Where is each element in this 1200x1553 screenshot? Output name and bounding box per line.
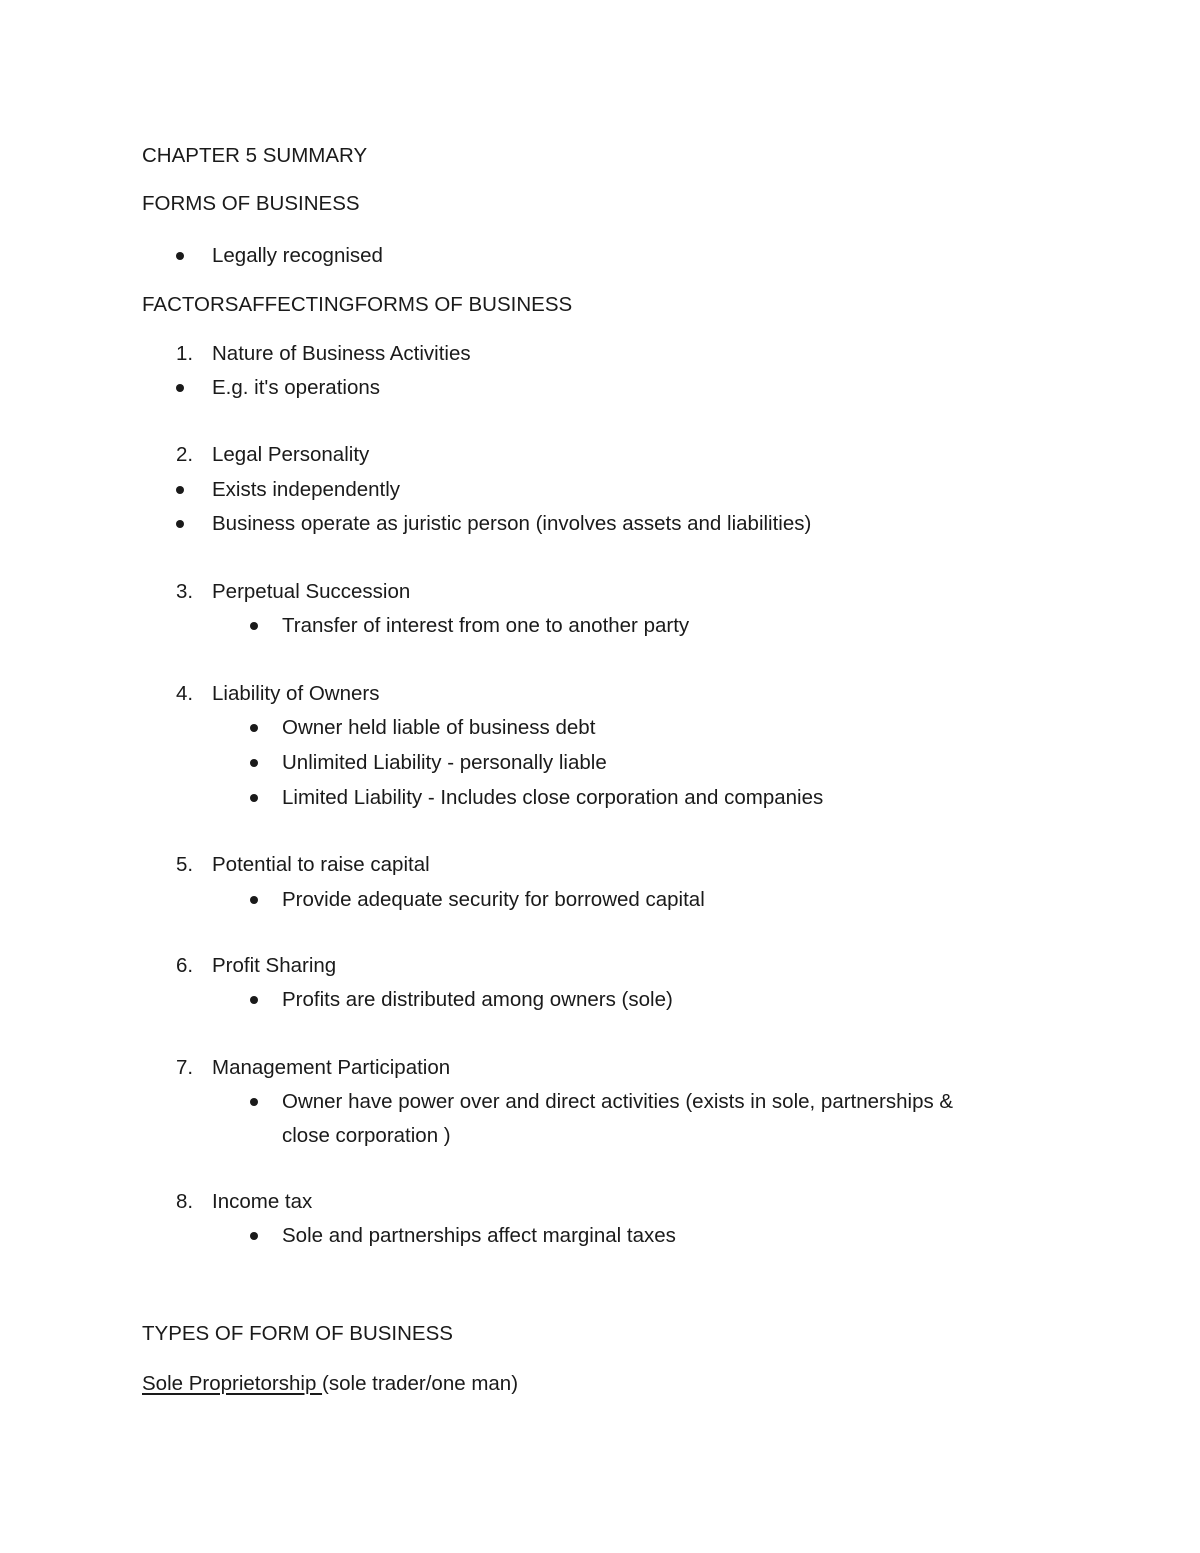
bullet-icon (250, 622, 258, 630)
list-item: E.g. it's operations (212, 376, 381, 399)
sole-proprietorship-term: Sole Proprietorship (142, 1372, 323, 1395)
section-heading-types: TYPES OF FORM OF BUSINESS (142, 1322, 453, 1345)
bullet-icon (176, 252, 184, 260)
factor-number: 8. (176, 1190, 194, 1213)
sole-proprietorship-note: (sole trader/one man) (322, 1372, 519, 1395)
factor-label: Liability of Owners (212, 682, 380, 705)
bullet-icon (176, 520, 184, 528)
factor-number: 7. (176, 1056, 194, 1079)
list-item: Provide adequate security for borrowed capital (282, 888, 705, 911)
list-item: Transfer of interest from one to another party (282, 614, 690, 637)
list-item: Owner held liable of business debt (282, 716, 596, 739)
factor-label: Nature of Business Activities (212, 342, 471, 365)
factor-label: Potential to raise capital (212, 853, 430, 876)
bullet-icon (250, 1232, 258, 1240)
bullet-icon (250, 896, 258, 904)
factor-label: Income tax (212, 1190, 313, 1213)
list-item: Unlimited Liability - personally liable (282, 751, 607, 774)
list-item: Limited Liability - Includes close corporation and companies (282, 786, 824, 809)
list-item: Owner have power over and direct activities (exists in sole, partnerships & (282, 1090, 954, 1113)
list-item: Legally recognised (212, 244, 383, 267)
bullet-icon (176, 384, 184, 392)
list-item: Profits are distributed among owners (sole) (282, 988, 673, 1011)
bullet-icon (250, 724, 258, 732)
bullet-icon (250, 1098, 258, 1106)
factor-number: 1. (176, 342, 194, 365)
list-item: Sole and partnerships affect marginal taxes (282, 1224, 676, 1247)
factor-label: Legal Personality (212, 443, 370, 466)
chapter-title: CHAPTER 5 SUMMARY (142, 144, 368, 167)
factor-label: Management Participation (212, 1056, 451, 1079)
bullet-icon (250, 759, 258, 767)
section-heading-forms: FORMS OF BUSINESS (142, 192, 360, 215)
list-item-continuation: close corporation ) (282, 1124, 451, 1147)
bullet-icon (250, 996, 258, 1004)
bullet-icon (176, 486, 184, 494)
factor-number: 5. (176, 853, 194, 876)
sole-proprietorship-line (142, 1371, 518, 1397)
list-item: Exists independently (212, 478, 401, 501)
factor-number: 2. (176, 443, 194, 466)
bullet-icon (250, 794, 258, 802)
factor-label: Profit Sharing (212, 954, 337, 977)
section-heading-factors: FACTORSAFFECTINGFORMS OF BUSINESS (142, 293, 573, 316)
factor-number: 6. (176, 954, 194, 977)
factor-number: 4. (176, 682, 194, 705)
factor-number: 3. (176, 580, 194, 603)
list-item: Business operate as juristic person (involves assets and liabilities) (212, 512, 812, 535)
factor-label: Perpetual Succession (212, 580, 411, 603)
